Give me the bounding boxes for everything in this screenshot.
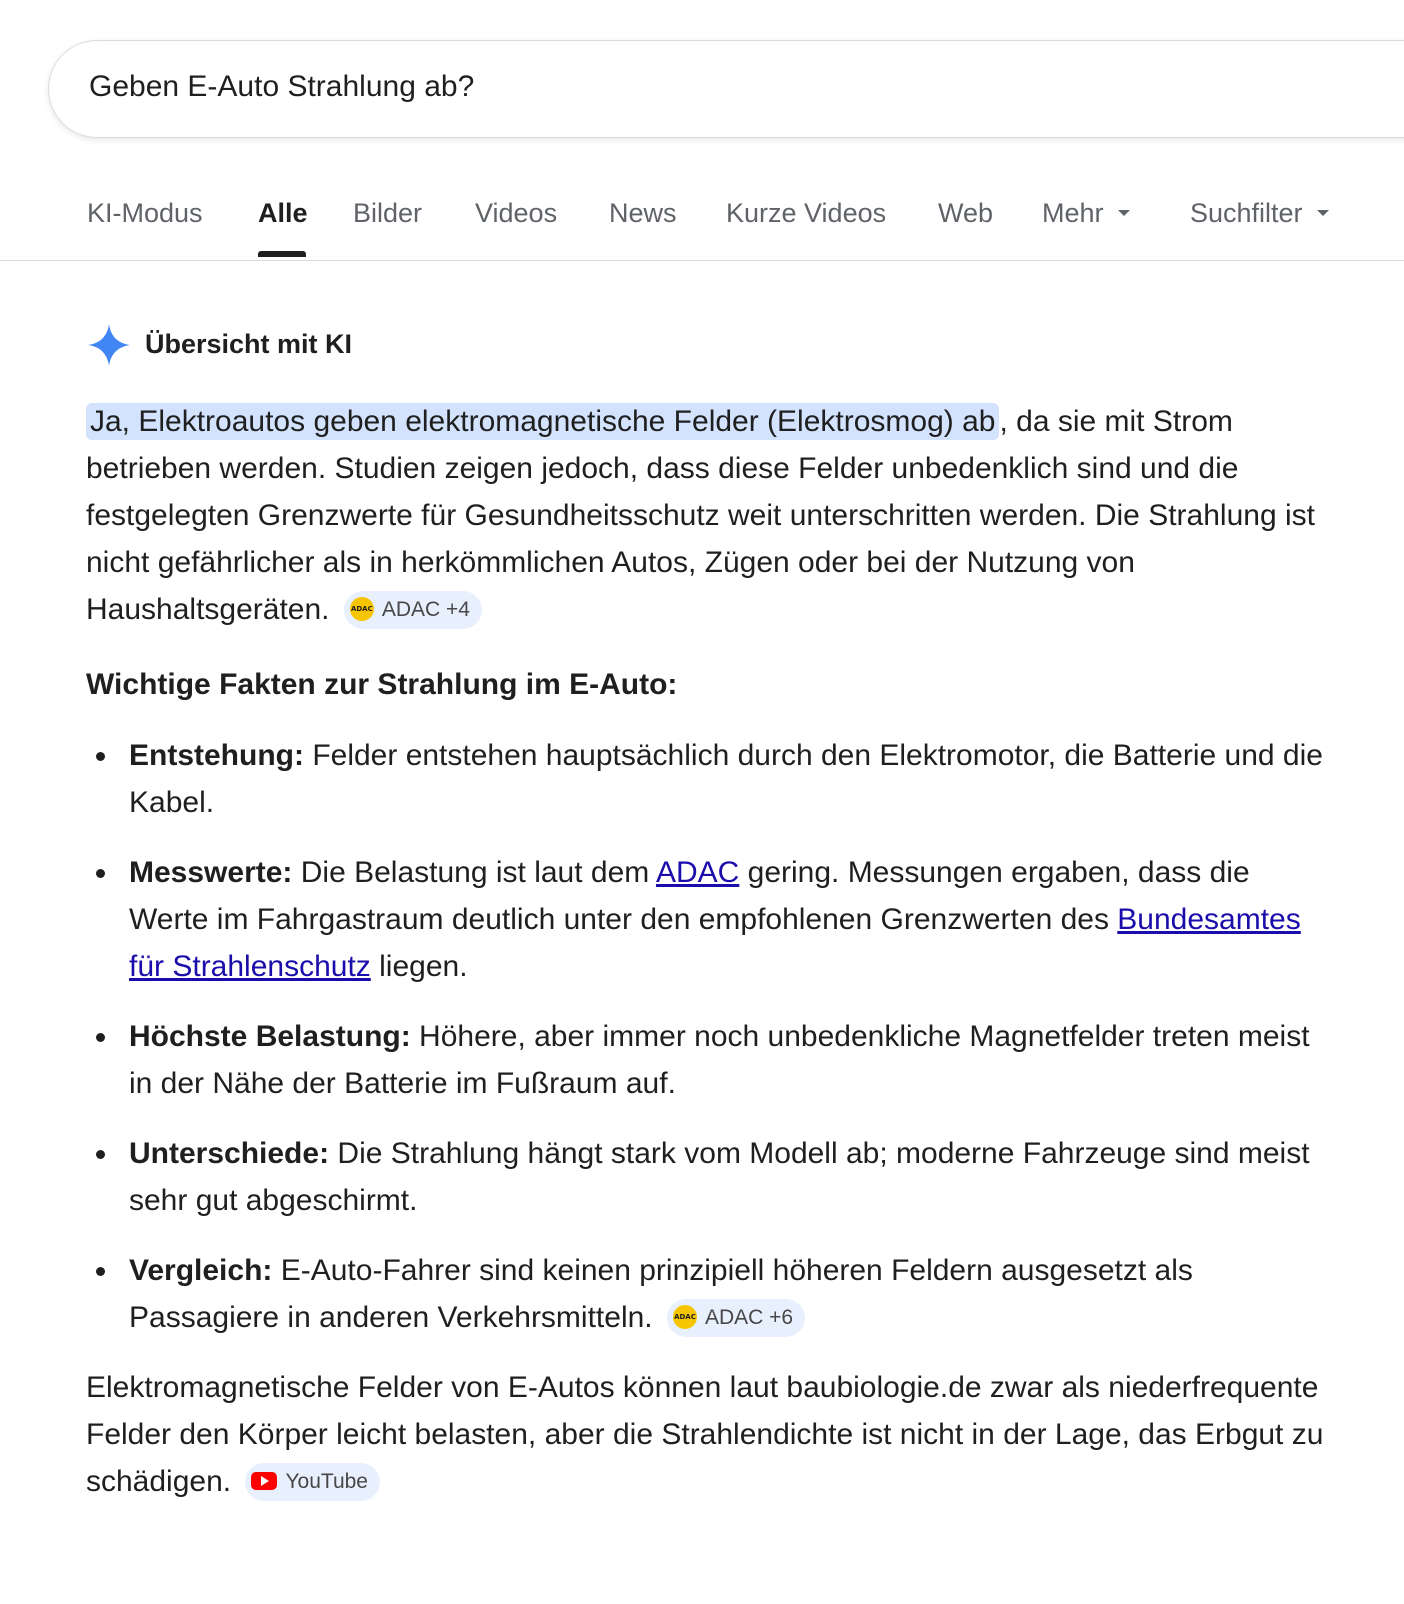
adac-logo-icon: ADAC: [350, 597, 374, 621]
fact-text: Die Belastung ist laut dem: [292, 856, 656, 889]
tab-kurze-videos[interactable]: Kurze Videos: [726, 198, 887, 228]
source-chip-label: ADAC +4: [381, 598, 470, 621]
tab-suchfilter-label: Suchfilter: [1190, 198, 1303, 228]
source-chip-adac[interactable]: [344, 591, 482, 629]
chevron-down-icon: [1118, 210, 1130, 216]
closing-text: Elektromagnetische Felder von E-Autos können laut baubiologie.de zwar als niederfrequente Felder den Körper leicht belasten, aber die Strahlendichte ist nicht in der Lage, das Erbgut zu schädigen.: [86, 1371, 1324, 1498]
fact-term: Entstehung:: [129, 739, 304, 772]
ai-sparkle-icon: [86, 322, 132, 368]
chevron-down-icon: [1317, 210, 1329, 216]
list-item: [129, 732, 1326, 826]
fact-text: gering. Messungen ergaben, dass die Werte im Fahrgastraum deutlich unter den empfohlenen Grenzwerten des: [129, 856, 1250, 936]
tab-news[interactable]: News: [609, 198, 677, 228]
highlighted-answer: Ja, Elektroautos geben elektromagnetische Felder (Elektrosmog) ab: [86, 403, 999, 440]
tab-suchfilter[interactable]: [1190, 198, 1329, 229]
facts-heading: Wichtige Fakten zur Strahlung im E-Auto:: [86, 668, 678, 701]
fact-text: Felder entstehen hauptsächlich durch den Elektromotor, die Batterie und die Kabel.: [129, 739, 1323, 819]
fact-text: Höhere, aber immer noch unbedenkliche Magnetfelder treten meist in der Nähe der Batterie im Fußraum auf.: [129, 1020, 1310, 1100]
fact-term: Vergleich:: [129, 1254, 273, 1287]
list-item: [129, 1013, 1326, 1107]
list-item: [129, 1247, 1326, 1341]
tab-web[interactable]: Web: [938, 198, 994, 228]
tab-videos[interactable]: Videos: [475, 198, 558, 228]
fact-term: Messwerte:: [129, 856, 293, 889]
intro-paragraph: [86, 398, 1326, 633]
search-box[interactable]: [48, 40, 1404, 138]
fact-text: liegen.: [370, 950, 468, 983]
tab-alle[interactable]: Alle: [258, 198, 308, 228]
adac-logo-icon: ADAC: [673, 1305, 697, 1329]
fact-term: Unterschiede:: [129, 1137, 330, 1170]
fact-text: Die Strahlung hängt stark vom Modell ab; moderne Fahrzeuge sind meist sehr gut abgeschirmt.: [129, 1137, 1310, 1217]
intro-text: , da sie mit Strom betrieben werden. Studien zeigen jedoch, dass diese Felder unbedenklich sind und die festgelegten Grenzwerte für Gesundheitsschutz weit unterschritten werden. Die Strahlung ist nicht gefährlicher als in herkömmlichen Autos, Zügen oder bei der Nutzung von Haushaltsgeräten.: [86, 405, 1315, 626]
search-input[interactable]: [89, 70, 1289, 104]
source-chip-label: ADAC +6: [704, 1306, 794, 1329]
source-chip-adac[interactable]: [667, 1299, 805, 1337]
tab-mehr-label: Mehr: [1042, 198, 1104, 228]
tab-mehr[interactable]: [1042, 198, 1130, 229]
source-chip-label: YouTube: [285, 1470, 368, 1493]
active-tab-indicator: [258, 251, 306, 257]
adac-link[interactable]: ADAC: [655, 856, 740, 889]
source-chip-youtube[interactable]: [245, 1463, 380, 1501]
bundesamt-strahlenschutz-link[interactable]: Bundesamtes für Strahlenschutz: [129, 903, 1301, 983]
fact-text: E-Auto-Fahrer sind keinen prinzipiell höheren Feldern ausgesetzt als Passagiere in anderen Verkehrsmitteln.: [129, 1254, 1193, 1334]
youtube-icon: [251, 1472, 277, 1490]
facts-list: [86, 732, 1326, 1341]
ai-overview-title: Übersicht mit KI: [145, 329, 353, 359]
fact-term: Höchste Belastung:: [129, 1020, 411, 1053]
closing-paragraph: [86, 1364, 1326, 1505]
list-item: [129, 849, 1326, 990]
tab-bilder[interactable]: Bilder: [353, 198, 423, 228]
ai-overview-content: [86, 398, 1326, 1505]
tab-ki-modus[interactable]: KI-Modus: [87, 198, 203, 228]
search-tabs: [0, 190, 1404, 261]
list-item: [129, 1130, 1326, 1224]
